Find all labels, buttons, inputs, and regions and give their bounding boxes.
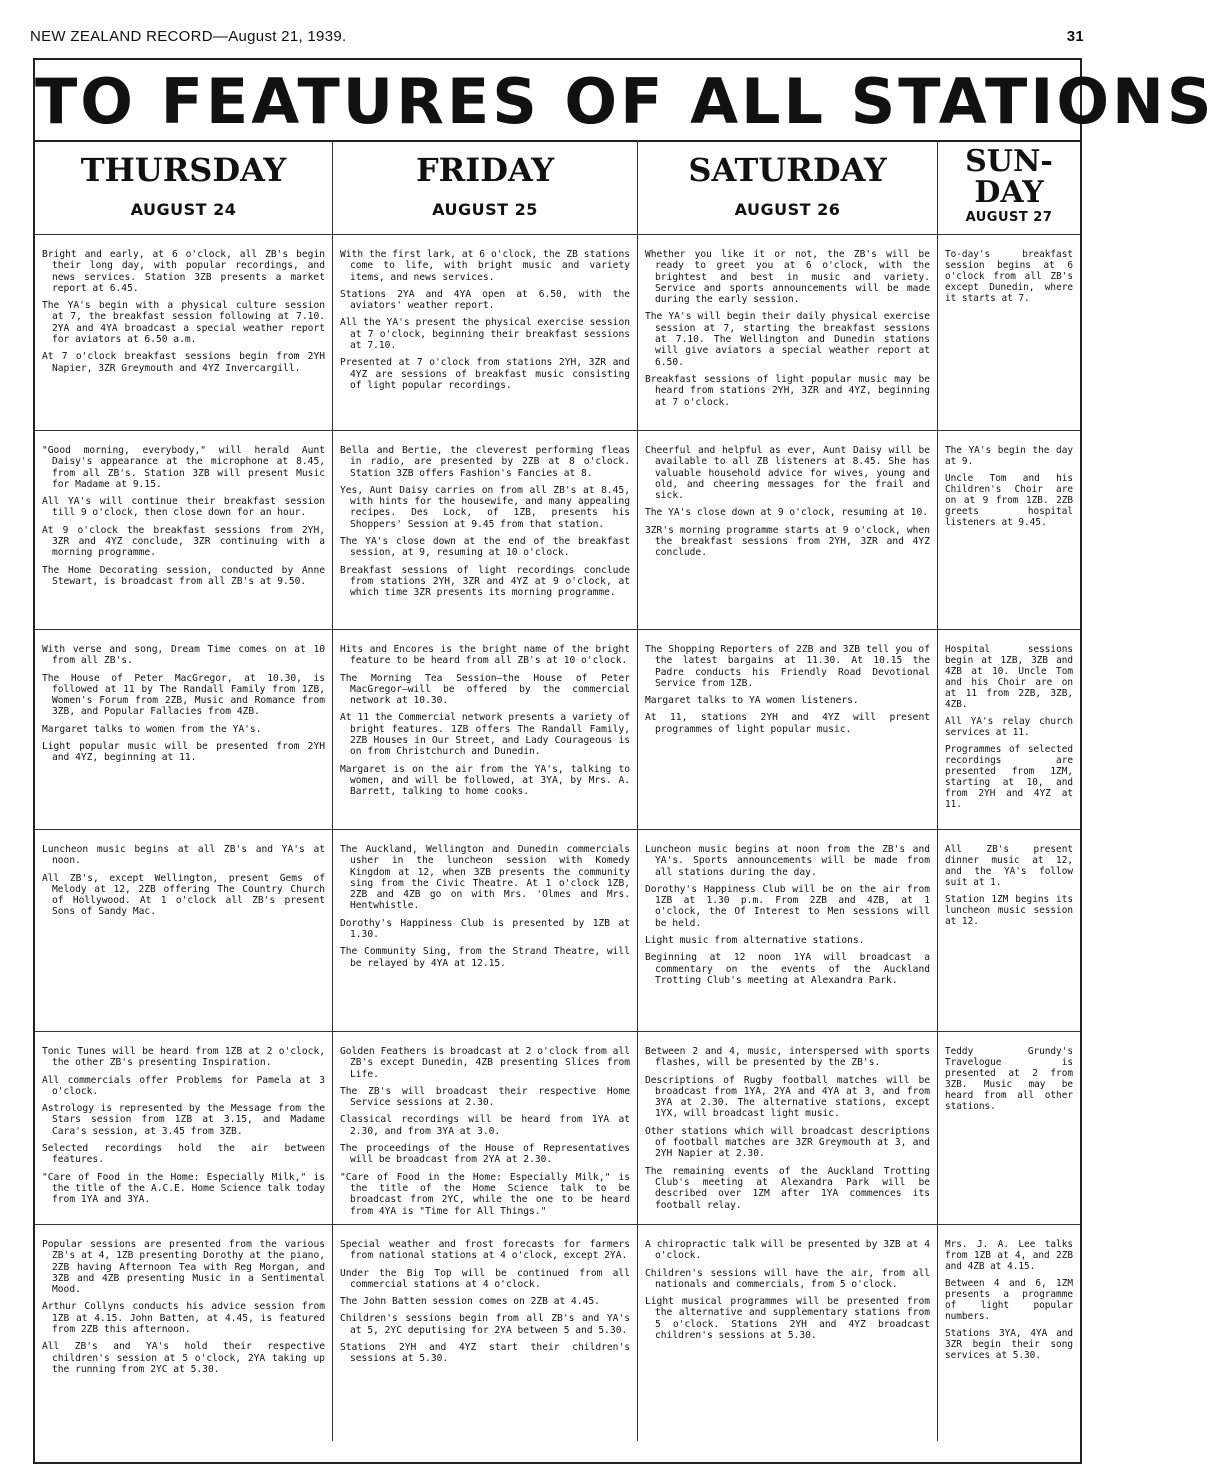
listing-paragraph: The YA's begin with a physical culture session at 7, the breakfast session following at 7.10. 2YA and 4YA broadcast a special weather report for aviators at 6.50 a.m.: [42, 300, 325, 346]
publication-line: NEW ZEALAND RECORD—August 21, 1939.: [30, 28, 347, 45]
listing-paragraph: The YA's will begin their daily physical exercise session at 7, starting the breakfast sessions at 7.10. The Wellington and Dunedin stations will give aviators a special weather report at 6.50.: [645, 311, 930, 368]
listing-paragraph: The Community Sing, from the Strand Theatre, will be relayed by 4YA at 12.15.: [340, 946, 630, 969]
listing-paragraph: Breakfast sessions of light recordings conclude from stations 2YH, 3ZR and 4YZ at 9 o'clock, at which time 3ZR presents its morning programme.: [340, 564, 630, 599]
schedule-cell-friday: [333, 1225, 638, 1441]
schedule-cell-saturday: [638, 1225, 938, 1441]
schedule-cell-sunday: [938, 431, 1080, 629]
listing-paragraph: Mrs. J. A. Lee talks from 1ZB at 4, and 2ZB and 4ZB at 4.15.: [945, 1239, 1073, 1272]
time-slot-row: [35, 1032, 1080, 1225]
schedule-cell-saturday: [638, 431, 938, 629]
listing-paragraph: Margaret talks to women from the YA's.: [42, 723, 262, 735]
listing-paragraph: Popular sessions are presented from the various ZB's at 4, 1ZB presenting Dorothy at the piano, 2ZB having Afternoon Tea with Reg Morgan, and 3ZB and 4ZB presenting Music in a Sentimental Mood.: [42, 1239, 325, 1296]
schedule-cell-friday: [333, 431, 638, 629]
listing-paragraph: Other stations which will broadcast descriptions of football matches are 3ZR Greymouth at 3, and 2YH Napier at 2.30.: [645, 1125, 930, 1160]
listing-paragraph: Teddy Grundy's Travelogue is presented at 2 from 3ZB. Music may be heard from all other stations.: [945, 1046, 1073, 1112]
listing-paragraph: Astrology is represented by the Message from the Stars session from 1ZB at 3.15, and Madame Cara's session, at 3.45 from 3ZB.: [42, 1103, 325, 1137]
listing-paragraph: Children's sessions will have the air, from all nationals and commercials, from 5 o'clock.: [645, 1267, 930, 1290]
day-date: AUGUST 24: [130, 200, 237, 219]
listing-paragraph: Light musical programmes will be presented from the alternative and supplementary stations from 5 o'clock. Stations 2YH and 4YZ broadcast children's sessions at 5.30.: [645, 1296, 930, 1342]
schedule-cell-saturday: [638, 830, 938, 1031]
listing-paragraph: All ZB's and YA's hold their respective children's session at 5 o'clock, 2YA taking up the running from 2YC at 5.30.: [42, 1341, 325, 1375]
listing-paragraph: The House of Peter MacGregor, at 10.30, is followed at 11 by The Randall Family from 1ZB, Women's Forum from 2ZB, Music and Romance from 3ZB, and Popular Fallacies from 4ZB.: [42, 672, 325, 718]
schedule-cell-thursday: [35, 1032, 333, 1224]
schedule-cell-thursday: [35, 235, 333, 430]
listing-paragraph: Selected recordings hold the air between features.: [42, 1143, 325, 1166]
listing-paragraph: Stations 2YH and 4YZ start their children's sessions at 5.30.: [340, 1342, 630, 1365]
listing-paragraph: Children's sessions begin from all ZB's and YA's at 5, 2YC deputising for 2YA between 5 and 5.30.: [340, 1313, 630, 1336]
listing-paragraph: All YA's will continue their breakfast session till 9 o'clock, then close down for an hour.: [42, 496, 325, 519]
listing-paragraph: Dorothy's Happiness Club is presented by 1ZB at 1.30.: [340, 917, 630, 941]
schedule-cell-saturday: [638, 630, 938, 829]
day-header-saturday: [638, 140, 938, 234]
schedule-cell-friday: [333, 1032, 638, 1224]
schedule-cell-thursday: [35, 830, 333, 1031]
listing-paragraph: Cheerful and helpful as ever, Aunt Daisy will be available to all ZB listeners at 8.45. She has valuable household advice for wives, young and old, and cheering messages for the frail and sick.: [645, 445, 930, 502]
listing-paragraph: Hospital sessions begin at 1ZB, 3ZB and 4ZB at 10. Uncle Tom and his Choir are on at 11 from 2ZB, 3ZB, 4ZB.: [945, 644, 1073, 710]
schedule-grid: [35, 140, 1080, 1441]
day-header-friday: [333, 140, 638, 234]
banner-title: TO FEATURES OF ALL STATIONS: [35, 60, 1080, 142]
listing-paragraph: Luncheon music begins at noon from the ZB's and YA's. Sports announcements will be made from all stations during the day.: [645, 844, 930, 878]
listing-paragraph: 3ZR's morning programme starts at 9 o'clock, when the breakfast sessions from 2YH, 3ZR and 4YZ conclude.: [645, 524, 930, 559]
listing-paragraph: Uncle Tom and his Children's Choir are on at 9 from 1ZB. 2ZB greets hospital listeners at 9.45.: [945, 473, 1073, 528]
schedule-cell-thursday: [35, 1225, 333, 1441]
day-name: FRIDAY: [415, 151, 555, 189]
listing-paragraph: At 9 o'clock the breakfast sessions from 2YH, 3ZR and 4YZ conclude, 3ZR continuing with a morning programme.: [42, 524, 325, 559]
time-slot-row: [35, 431, 1080, 630]
listing-paragraph: Descriptions of Rugby football matches will be broadcast from 1YA, 2YA and 4YA at 3, and from 3YA at 2.30. The alternative stations, except 1YX, will broadcast light music.: [645, 1074, 930, 1120]
listing-paragraph: The YA's close down at the end of the breakfast session, at 9, resuming at 10 o'clock.: [340, 536, 630, 559]
time-slot-row: [35, 235, 1080, 431]
schedule-cell-sunday: [938, 235, 1080, 430]
day-date: AUGUST 25: [432, 200, 538, 219]
listing-paragraph: Breakfast sessions of light popular music may be heard from stations 2YH, 3ZR and 4YZ, beginning at 7 o'clock.: [645, 373, 930, 408]
listing-paragraph: A chiropractic talk will be presented by 3ZB at 4 o'clock.: [645, 1239, 930, 1262]
listing-paragraph: At 7 o'clock breakfast sessions begin from 2YH Napier, 3ZR Greymouth and 4YZ Invercargill.: [42, 351, 325, 374]
schedule-cell-friday: [333, 830, 638, 1031]
listing-paragraph: All ZB's, except Wellington, present Gems of Melody at 12, 2ZB offering The Country Church of Hollywood. At 1 o'clock all ZB's present Sons of Sandy Mac.: [42, 872, 325, 918]
running-head: [30, 28, 1084, 48]
listing-paragraph: Bright and early, at 6 o'clock, all ZB's begin their long day, with popular recordings, and news services. Station 3ZB presents a market report at 6.45.: [42, 249, 325, 294]
listing-paragraph: The Morning Tea Session—the House of Peter MacGregor—will be offered by the commercial network at 10.30.: [340, 672, 630, 707]
day-date: AUGUST 26: [734, 200, 841, 219]
schedule-cell-sunday: [938, 1032, 1080, 1224]
day-name: SUN-DAY: [965, 144, 1053, 210]
day-name: THURSDAY: [80, 151, 287, 189]
listing-paragraph: The ZB's will broadcast their respective Home Service sessions at 2.30.: [340, 1085, 630, 1109]
listing-paragraph: Programmes of selected recordings are presented from 1ZM, starting at 10, and from 2YH and 4YZ at 11.: [945, 744, 1073, 810]
listing-paragraph: All the YA's present the physical exercise session at 7 o'clock, beginning their breakfast sessions at 7.10.: [340, 317, 630, 352]
listing-paragraph: Light popular music will be presented from 2YH and 4YZ, beginning at 11.: [42, 741, 325, 764]
listing-paragraph: The remaining events of the Auckland Trotting Club's meeting at Alexandra Park will be described over 1ZM after 1YA commences its football relay.: [645, 1165, 930, 1211]
listing-paragraph: "Care of Food in the Home: Especially Milk," is the title of the Home Science talk to be broadcast from 2YC, while the one to be heard from 4YA is "Time for All Things.": [340, 1171, 630, 1217]
schedule-cell-sunday: [938, 1225, 1080, 1441]
listing-paragraph: With the first lark, at 6 o'clock, the ZB stations come to life, with bright music and variety items, and news services.: [340, 249, 630, 283]
schedule-cell-friday: [333, 235, 638, 430]
listing-paragraph: With verse and song, Dream Time comes on at 10 from all ZB's.: [42, 644, 325, 667]
schedule-cell-friday: [333, 630, 638, 829]
listing-paragraph: Hits and Encores is the bright name of the bright feature to be heard from all ZB's at 10 o'clock.: [340, 644, 630, 667]
listing-paragraph: Golden Feathers is broadcast at 2 o'clock from all ZB's except Dunedin, 4ZB presenting Slices from Life.: [340, 1046, 630, 1080]
listing-paragraph: Dorothy's Happiness Club will be on the air from 1ZB at 1.30 p.m. From 2ZB and 4ZB, at 1 o'clock, the Of Interest to Men sessions will be held.: [645, 883, 930, 929]
listing-paragraph: "Care of Food in the Home: Especially Milk," is the title of the A.C.E. Home Science talk today from 1YA and 3YA.: [42, 1171, 325, 1206]
time-slot-row: [35, 830, 1080, 1032]
day-date: AUGUST 27: [965, 210, 1053, 225]
schedule-cell-thursday: [35, 630, 333, 829]
time-slot-row: [35, 630, 1080, 830]
day-name: SATURDAY: [688, 151, 887, 189]
listing-paragraph: Stations 3YA, 4YA and 3ZR begin their song services at 5.30.: [945, 1328, 1073, 1361]
schedule-cell-saturday: [638, 235, 938, 430]
listing-paragraph: Between 4 and 6, 1ZM presents a programme of light popular numbers.: [945, 1278, 1073, 1322]
schedule-cell-sunday: [938, 830, 1080, 1031]
listing-paragraph: The proceedings of the House of Representatives will be broadcast from 2YA at 2.30.: [340, 1143, 630, 1166]
listing-paragraph: Station 1ZM begins its luncheon music session at 12.: [945, 894, 1073, 927]
listing-paragraph: To-day's breakfast session begins at 6 o'clock from all ZB's except Dunedin, where it starts at 7.: [945, 249, 1073, 304]
listing-paragraph: The Auckland, Wellington and Dunedin commercials usher in the luncheon session with Komedy Kingdom at 12, when 3ZB presents the community sing from the Civic Theatre. At 1 o'clock 1ZB, 2ZB and 4ZB go on with Mrs. 'Olmes and Mrs. Hentwhistle.: [340, 844, 630, 912]
listing-paragraph: Presented at 7 o'clock from stations 2YH, 3ZR and 4YZ are sessions of breakfast music consisting of light popular recordings.: [340, 357, 630, 391]
day-header-thursday: [35, 140, 333, 234]
listing-paragraph: Stations 2YA and 4YA open at 6.50, with the aviators' weather report.: [340, 288, 630, 312]
schedule-cell-thursday: [35, 431, 333, 629]
listing-paragraph: All YA's relay church services at 11.: [945, 716, 1073, 738]
listing-paragraph: The YA's begin the day at 9.: [945, 445, 1073, 467]
listing-paragraph: Yes, Aunt Daisy carries on from all ZB's at 8.45, with hints for the housewife, and many appealing recipes. Des Lock, of 1ZB, presents his Shoppers' Session at 9.45 from that station.: [340, 484, 630, 530]
schedule-frame: [33, 58, 1215, 1464]
listing-paragraph: At 11, stations 2YH and 4YZ will present programmes of light popular music.: [645, 712, 930, 735]
listing-paragraph: The Home Decorating session, conducted by Anne Stewart, is broadcast from all ZB's at 9.50.: [42, 564, 325, 587]
listing-paragraph: Whether you like it or not, the ZB's will be ready to greet you at 6 o'clock, with the brightest and best in music and variety. Service and sports announcements will be made during the early session.: [645, 249, 930, 306]
listing-paragraph: All ZB's present dinner music at 12, and the YA's follow suit at 1.: [945, 844, 1073, 888]
listing-paragraph: The Shopping Reporters of 2ZB and 3ZB tell you of the latest bargains at 11.30. At 10.15 the Padre conducts his Friendly Road Devotional Service from 1ZB.: [645, 644, 930, 689]
listing-paragraph: All commercials offer Problems for Pamela at 3 o'clock.: [42, 1074, 325, 1097]
listing-paragraph: Luncheon music begins at all ZB's and YA's at noon.: [42, 844, 325, 867]
day-header-sunday: [938, 140, 1080, 234]
listing-paragraph: Special weather and frost forecasts for farmers from national stations at 4 o'clock, except 2YA.: [340, 1239, 630, 1262]
time-slot-row: [35, 1225, 1080, 1441]
listing-paragraph: The YA's close down at 9 o'clock, resuming at 10.: [645, 507, 929, 519]
listing-paragraph: Margaret is on the air from the YA's, talking to women, and will be followed, at 3YA, by Mrs. A. Barrett, talking to home cooks.: [340, 763, 630, 798]
listing-paragraph: "Good morning, everybody," will herald Aunt Daisy's appearance at the microphone at 8.45, from all ZB's. Station 3ZB will present Music for Madame at 9.15.: [42, 445, 325, 490]
listing-paragraph: Beginning at 12 noon 1YA will broadcast a commentary on the events of the Auckland Trotting Club's meeting at Alexandra Park.: [645, 952, 930, 986]
listing-paragraph: Classical recordings will be heard from 1YA at 2.30, and from 3YA at 3.0.: [340, 1114, 630, 1137]
listing-paragraph: Arthur Collyns conducts his advice session from 1ZB at 4.15. John Batten, at 4.45, is featured from 2ZB this afternoon.: [42, 1301, 325, 1336]
listing-paragraph: The John Batten session comes on 2ZB at 4.45.: [340, 1296, 600, 1308]
listing-paragraph: Tonic Tunes will be heard from 1ZB at 2 o'clock, the other ZB's presenting Inspiration.: [42, 1046, 325, 1069]
listing-paragraph: Light music from alternative stations.: [645, 935, 865, 947]
listing-paragraph: Between 2 and 4, music, interspersed with sports flashes, will be presented by the ZB's.: [645, 1046, 930, 1069]
listing-paragraph: Under the Big Top will be continued from all commercial stations at 4 o'clock.: [340, 1267, 630, 1290]
schedule-cell-saturday: [638, 1032, 938, 1224]
schedule-cell-sunday: [938, 630, 1080, 829]
listing-paragraph: Margaret talks to YA women listeners.: [645, 695, 859, 707]
listing-paragraph: At 11 the Commercial network presents a variety of bright features. 1ZB offers The Randall Family, 2ZB Houses in Our Street, and Lady Courageous is on from Christchurch and Dunedin.: [340, 712, 630, 758]
listing-paragraph: Bella and Bertie, the cleverest performing fleas in radio, are presented by 2ZB at 8 o'clock. Station 3ZB offers Fashion's Fancies at 8.: [340, 445, 630, 479]
day-header-row: [35, 140, 1080, 235]
page-number: 31: [1066, 28, 1084, 45]
